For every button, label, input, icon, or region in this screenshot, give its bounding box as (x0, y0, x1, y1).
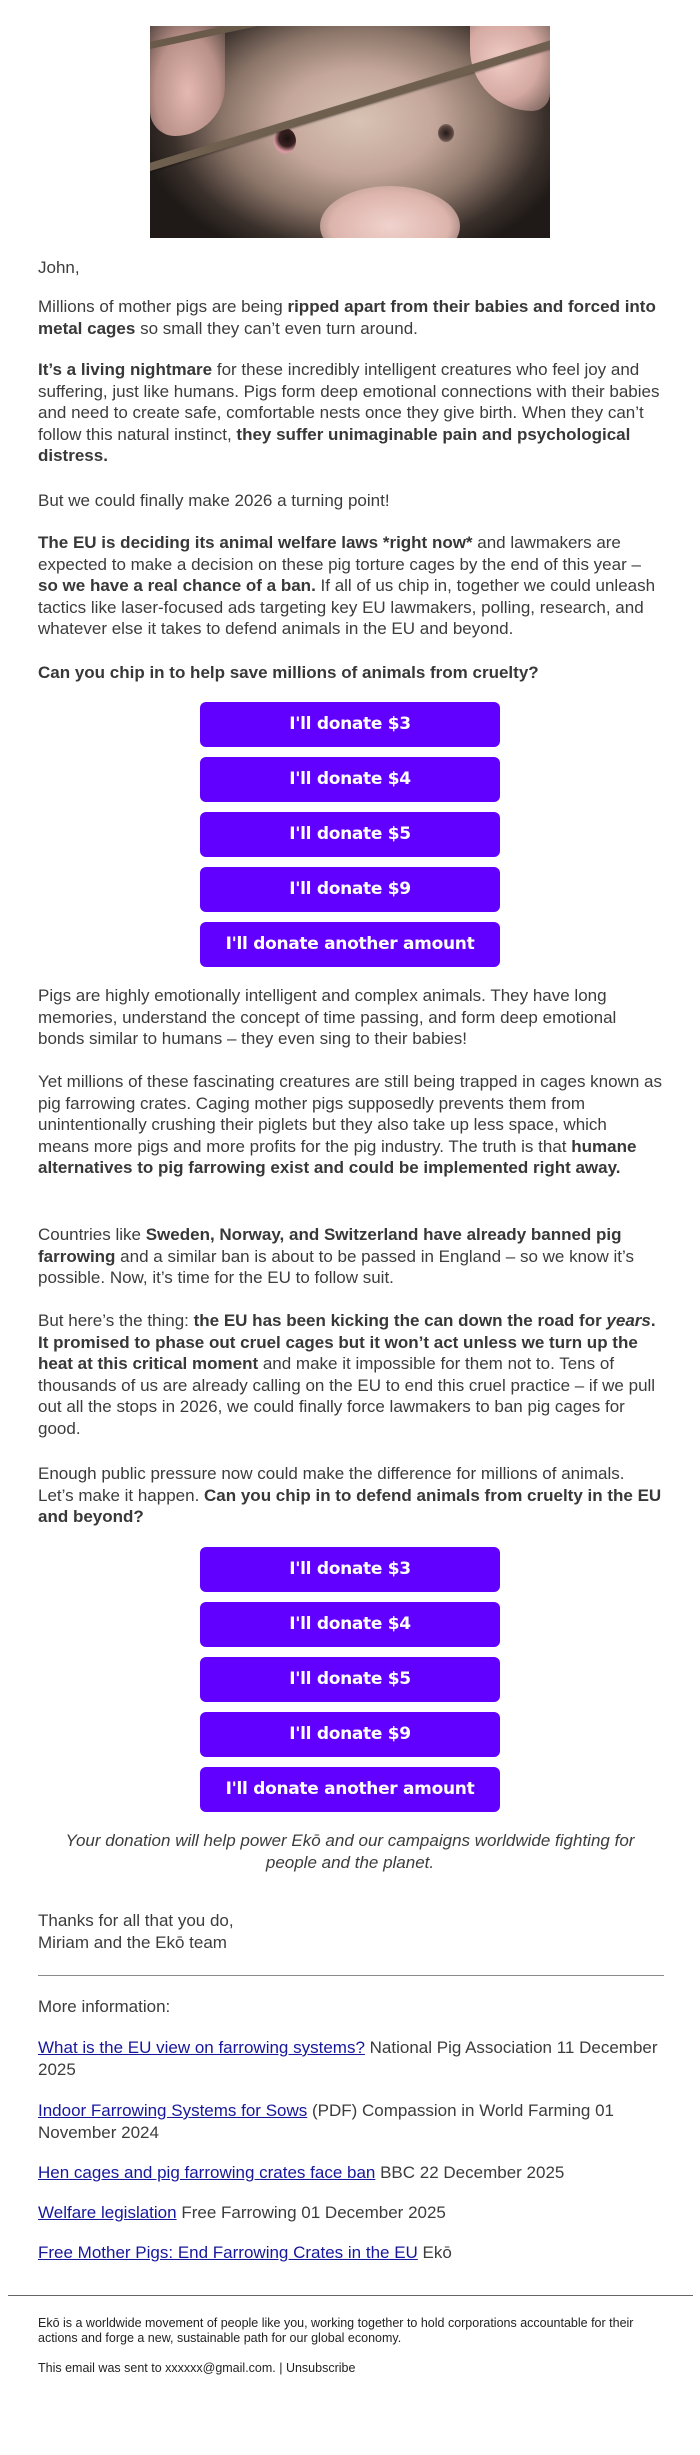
more-info-item (38, 2162, 662, 2184)
source-link[interactable]: Welfare legislation (38, 2203, 177, 2222)
paragraph-nightmare (38, 359, 662, 467)
source-meta: Ekō (417, 2243, 452, 2262)
divider (38, 1975, 664, 1976)
text: Countries like (38, 1225, 146, 1244)
more-info-item (38, 2202, 662, 2224)
bold-text: humane alternatives to pig farrowing exist and could be implemented right away. (38, 1136, 637, 1178)
donate-3-button[interactable]: I'll donate $3 (200, 1547, 500, 1592)
paragraph-turning-point (38, 490, 662, 512)
text: Yet millions of these fascinating creatures are still being trapped in cages known as pig farrowing crates. Caging mother pigs supposedly prevents them from unintentionally crushing their piglets but they also take up less space, which means more pigs and more profits for the pig industry. The truth is that (38, 1072, 663, 1156)
footer-about: Ekō is a worldwide movement of people like you, working together to hold corporations accountable for their actions and forge a new, sustainable path for our global economy. (38, 2316, 634, 2345)
donate-3-button[interactable]: I'll donate $3 (200, 702, 500, 747)
bold-text: Can you chip in to help save millions of animals from cruelty? (38, 663, 539, 682)
source-meta: National Pig Association 11 December 2025 (38, 2038, 658, 2079)
bold-text: Can you chip in to defend animals from cruelty in the EU and beyond? (38, 1485, 662, 1527)
bold-italic-text: years (606, 1311, 651, 1330)
signoff-line: Thanks for all that you do, (38, 1911, 234, 1930)
donate-4-button[interactable]: I'll donate $4 (200, 1602, 500, 1647)
donate-button-group-2 (200, 1547, 500, 1822)
source-link[interactable]: Hen cages and pig farrowing crates face ban (38, 2163, 376, 2182)
donate-4-button[interactable]: I'll donate $4 (200, 757, 500, 802)
paragraph-eu-deciding (38, 532, 662, 640)
bold-text: . It promised to phase out cruel cages but it won’t act unless we turn up the heat at this critical moment (38, 1311, 656, 1374)
source-meta: BBC 22 December 2025 (375, 2163, 565, 2182)
more-info-item (38, 2037, 662, 2080)
text: But we could finally make 2026 a turning point! (38, 491, 390, 510)
donate-9-button[interactable]: I'll donate $9 (200, 1712, 500, 1757)
paragraph-public-pressure (38, 1463, 662, 1528)
bold-text: so we have a real chance of a ban. (38, 576, 316, 596)
greeting-text: John, (38, 258, 80, 277)
donate-5-button[interactable]: I'll donate $5 (200, 812, 500, 857)
text: so small they can’t even turn around. (135, 318, 418, 338)
bold-text: Sweden, Norway, and Switzerland have already banned pig farrowing (38, 1225, 622, 1266)
source-link[interactable]: Indoor Farrowing Systems for Sows (38, 2101, 308, 2120)
text: But here’s the thing: (38, 1311, 194, 1330)
text: Millions of mother pigs are being (38, 297, 288, 316)
text: and lawmakers are expected to make a decision on these pig torture cages by the end of this year – (38, 533, 641, 574)
text: Enough public pressure now could make the difference for millions of animals. Let’s make it happen. (38, 1464, 625, 1505)
hero-pig-image (150, 26, 550, 238)
paragraph-eu-kicking-can (38, 1310, 662, 1440)
donate-9-button[interactable]: I'll donate $9 (200, 867, 500, 912)
bold-text: the EU has been kicking the can down the road for (193, 1311, 607, 1330)
pig-eye-right (438, 124, 454, 142)
source-meta: (PDF) Compassion in World Farming 01 November 2024 (38, 2101, 614, 2142)
text: Pigs are highly emotionally intelligent and complex animals. They have long memories, understand the concept of time passing, and form deep emotional bonds similar to humans – they even sing to their babies! (38, 986, 617, 1049)
donate-5-button[interactable]: I'll donate $5 (200, 1657, 500, 1702)
unsubscribe-link[interactable]: Unsubscribe (285, 2361, 356, 2375)
donation-note (40, 1830, 660, 1873)
ask-heading-1 (38, 662, 662, 684)
pig-snout (320, 186, 460, 238)
source-link[interactable]: What is the EU view on farrowing systems? (38, 2038, 365, 2057)
greeting (38, 257, 662, 279)
signoff (38, 1910, 662, 1953)
text: and a similar ban is about to be passed in England – so we know it’s possible. Now, it’s time for the EU to follow suit. (38, 1246, 634, 1288)
footer (38, 2316, 662, 2376)
source-meta: Free Farrowing 01 December 2025 (176, 2203, 446, 2222)
bold-text: The EU is deciding its animal welfare laws *right now* (38, 533, 473, 552)
donate-button-group-1 (200, 702, 500, 977)
more-info-item (38, 2100, 662, 2143)
paragraph-pigs-intelligent (38, 985, 662, 1050)
footer-divider (8, 2295, 693, 2296)
more-info-heading-text: More information: (38, 1997, 171, 2016)
source-link[interactable]: Free Mother Pigs: End Farrowing Crates in the EU (38, 2243, 418, 2262)
more-info-heading (38, 1996, 662, 2018)
text: for these incredibly intelligent creatures who feel joy and suffering, just like humans. Pigs form deep emotional connections with their babies and need to create safe, comfortable nests once they give birth. When they can’t follow this natural instinct, (38, 360, 660, 444)
bold-text: It’s a living nightmare (38, 360, 213, 379)
bold-text: ripped apart from their babies and forced into metal cages (38, 297, 656, 338)
paragraph-countries (38, 1224, 662, 1289)
footer-sent-to: This email was sent to xxxxxx@gmail.com. | (38, 2361, 286, 2375)
bold-text: they suffer unimaginable pain and psychological distress. (38, 424, 631, 466)
text: and make it impossible for them not to. Tens of thousands of us are already calling on the EU to end this cruel practice – if we pull out all the stops in 2026, we could finally force lawmakers to ban pig cages for good. (38, 1354, 656, 1438)
more-info-item (38, 2242, 662, 2264)
text: If all of us chip in, together we could unleash tactics like laser-focused ads targeting key EU lawmakers, polling, research, and whatever else it takes to defend animals in the EU and beyond. (38, 576, 656, 639)
signoff-signature: Miriam and the Ekō team (38, 1932, 227, 1952)
donate-other-amount-button[interactable]: I'll donate another amount (200, 922, 500, 967)
paragraph-farrowing-crates (38, 1071, 662, 1179)
donate-other-amount-button[interactable]: I'll donate another amount (200, 1767, 500, 1812)
paragraph-intro (38, 296, 662, 339)
donation-note-text: Your donation will help power Ekō and our campaigns worldwide fighting for people and the planet. (65, 1831, 635, 1872)
